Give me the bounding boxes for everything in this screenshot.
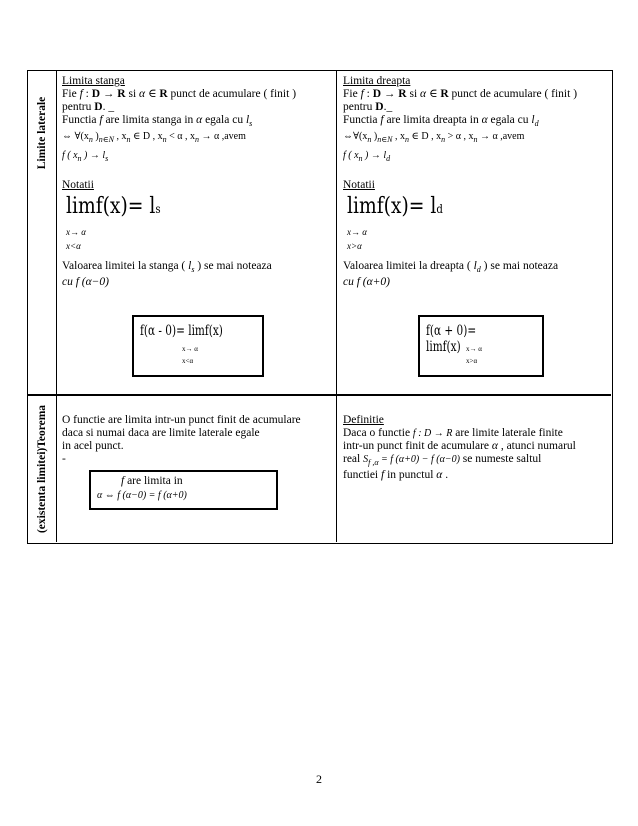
theorem-line1: O functie are limita intr-un punct finit de acumulare — [62, 414, 301, 426]
theorem-line3: in acel punct. — [62, 440, 124, 452]
definition-title: Definitie — [343, 414, 384, 426]
left-value-note-line2: cu f (α−0) — [62, 276, 110, 288]
left-limit-cell — [62, 75, 332, 289]
left-limit-line1: Fie f : D → R si α ∈ R punct de acumulare ( finit ) — [62, 88, 297, 100]
definition-line1: Daca o functie f : D → R are limite laterale finite — [343, 427, 563, 439]
right-value-note-line1: Valoarea limitei la dreapta ( $l_d$ ) se mai noteaza — [343, 260, 559, 274]
right-limit-line2: pentru D._ — [343, 101, 393, 113]
column-divider-left — [56, 71, 57, 542]
right-limit-line3: Functia f are limita dreapta in α egala cu $l_d$ — [343, 114, 539, 128]
left-limit-line4: ⇔ $\forall(x_n$ )$_{n\in N}$ , $x_n$ ∈ D , $x_n < \alpha$ , $x_n \to \alpha$ ,avem — [62, 131, 246, 144]
theorem-box: f are limita in α ⇔ f (α−0) = f (α+0) — [89, 470, 278, 510]
right-limit-line1: Fie f : D → R si α ∈ R punct de acumulare ( finit ) — [343, 88, 578, 100]
theorem-cell — [62, 414, 334, 466]
side-label-bottom: (existenta limitei)Teorema — [36, 404, 48, 534]
definition-line4: functiei f in punctul α . — [343, 469, 449, 481]
left-limit-line2: pentru D. _ — [62, 101, 115, 113]
definition-line2: intr-un punct finit de acumulare α , atunci numarul — [343, 440, 576, 452]
left-limit-line3: Functia f are limita stanga in α egala cu $l_s$ — [62, 114, 253, 128]
theory-table — [27, 70, 613, 544]
definition-line3: real $S_{f ,\alpha} = f$ (α+0) − f (α−0) se numeste saltul — [343, 453, 542, 467]
theorem-dash: - — [62, 453, 66, 465]
page-number: 2 — [316, 772, 322, 786]
row-divider — [28, 394, 611, 396]
right-notations-heading: Notatii — [343, 179, 375, 191]
right-value-note-line2: cu f (α+0) — [343, 276, 391, 288]
right-limit-title: Limita dreapta — [343, 75, 411, 87]
theorem-line2: daca si numai daca are limite laterale egale — [62, 427, 260, 439]
definition-cell — [343, 414, 609, 482]
right-limit-notation: limf(x)= ld x→ α x>α — [347, 194, 443, 251]
right-limit-cell — [343, 75, 609, 289]
side-label-top: Limite laterale — [36, 96, 49, 169]
right-limit-line4: $\Leftrightarrow\forall(x_n$ )$_{n\in N}$ , $x_n$ ∈ D , $x_n > \alpha$ , $x_n \to \alpha$ ,avem — [343, 131, 525, 144]
right-limit-line5: f ( $x_n$ ) → $l_d$ — [343, 150, 391, 163]
left-limit-notation: limf(x)= ls x→ α x<α — [66, 194, 161, 251]
left-notations-heading: Notatii — [62, 179, 94, 191]
left-limit-line5: f ( $x_n$ ) → $l_s$ — [62, 150, 109, 163]
left-formula-box: f(α - 0)= limf(x) x→ α x<α — [132, 315, 264, 377]
left-limit-title: Limita stanga — [62, 75, 125, 87]
column-divider-middle — [336, 71, 337, 542]
left-value-note-line1: Valoarea limitei la stanga ( $l_s$ ) se mai noteaza — [62, 260, 272, 274]
right-formula-box: f(α + 0)= limf(x) x→ α x>α — [418, 315, 544, 377]
